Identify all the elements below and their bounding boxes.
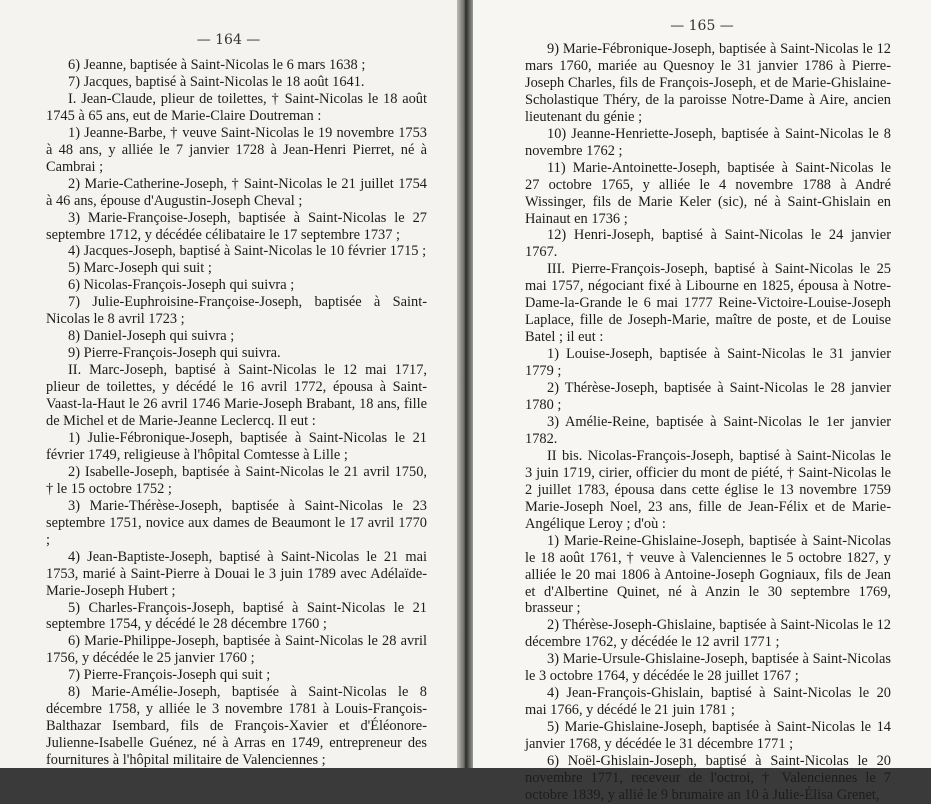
paragraph: 2) Marie-Catherine-Joseph, † Saint-Nicolas le 21 juillet 1754 à 46 ans, épouse d'Augustin-Joseph Cheval ; [46, 175, 427, 209]
paragraph: 8) Daniel-Joseph qui suivra ; [68, 328, 235, 345]
paragraph: 2) Thérèse-Joseph-Ghislaine, baptisée à Saint-Nicolas le 12 décembre 1762, y décédée le 12 avril 1771 ; [525, 617, 891, 651]
paragraph: III. Pierre-François-Joseph, baptisé à Saint-Nicolas le 25 mai 1757, négociant fixé à Libourne en 1825, épousa à Notre-Dame-la-Grande le 6 mai 1777 Reine-Victoire-Louise-Joseph Laplace, fille de Joseph-Marie, maître de poste, et de Louise Batel ; il eut : [525, 261, 891, 346]
paragraph: II bis. Nicolas-François-Joseph, baptisé à Saint-Nicolas le 3 juin 1719, cirier, officier du mont de piété, † Saint-Nicolas le 2 juillet 1783, épousa dans cette église le 13 novembre 1759 Marie-Joseph Noel, 23 ans, fille de Jean-Félix et de Marie-Angélique Leroy ; d'où : [525, 447, 891, 532]
book-gutter [457, 0, 473, 768]
paragraph: 5) Marie-Ghislaine-Joseph, baptisée à Saint-Nicolas le 14 janvier 1768, y décédée le 31 décembre 1771 ; [525, 719, 891, 753]
paragraph: 12) Henri-Joseph, baptisé à Saint-Nicolas le 24 janvier 1767. [525, 227, 891, 261]
page-number: — 164 — [196, 32, 261, 48]
paragraph: 7) Jacques, baptisé à Saint-Nicolas le 18 août 1641. [68, 73, 365, 90]
paragraph: 3) Marie-Françoise-Joseph, baptisée à Saint-Nicolas le 27 septembre 1712, y décédée célibataire le 17 septembre 1737 ; [46, 209, 427, 243]
paragraph: 5) Charles-François-Joseph, baptisé à Saint-Nicolas le 21 septembre 1754, y décédé le 28 décembre 1760 ; [46, 599, 427, 633]
paragraph: 4) Jean-Baptiste-Joseph, baptisé à Saint-Nicolas le 21 mai 1753, marié à Saint-Pierre à Douai le 3 juin 1789 avec Adélaïde-Marie-Joseph Hubert ; [46, 548, 427, 599]
paragraph: 2) Isabelle-Joseph, baptisée à Saint-Nicolas le 21 avril 1750, † le 15 octobre 1752 ; [46, 463, 427, 497]
right-book-page [473, 0, 931, 803]
paragraph: 6) Nicolas-François-Joseph qui suivra ; [68, 277, 295, 294]
paragraph: 9) Marie-Fébronique-Joseph, baptisée à Saint-Nicolas le 12 mars 1760, mariée au Quesnoy le 31 janvier 1786 à Pierre-Joseph Charles, fils de François-Joseph, et de Marie-Ghislaine-Scholastique Théry, de la paroisse Notre-Dame à Aire, ancien lieutenant du génie ; [525, 41, 891, 125]
paragraph: II. Marc-Joseph, baptisé à Saint-Nicolas le 12 mai 1717, plieur de toilettes, y décédé le 16 avril 1772, épousa à Saint-Vaast-la-Haut le 26 avril 1746 Marie-Joseph Brabant, 18 ans, fille de Michel et de Marie-Jeanne Leclercq. Il eut : [46, 362, 427, 430]
paragraph: 7) Pierre-François-Joseph qui suit ; [68, 667, 271, 684]
paragraph: 4) Jean-François-Ghislain, baptisé à Saint-Nicolas le 20 mai 1766, y décédé le 21 juin 1781 ; [525, 685, 891, 719]
page-body-text [46, 57, 427, 769]
paragraph: 9) Pierre-François-Joseph qui suivra. [68, 345, 281, 362]
paragraph: 6) Marie-Philippe-Joseph, baptisée à Saint-Nicolas le 28 avril 1756, y décédée le 25 janvier 1760 ; [46, 633, 427, 667]
paragraph: 6) Jeanne, baptisée à Saint-Nicolas le 6 mars 1638 ; [68, 57, 366, 73]
paragraph: 3) Marie-Ursule-Ghislaine-Joseph, baptisée à Saint-Nicolas le 3 octobre 1764, y décédée le 28 juillet 1767 ; [525, 651, 891, 685]
paragraph: 3) Marie-Thérèse-Joseph, baptisée à Saint-Nicolas le 23 septembre 1751, novice aux dames de Beaumont le 17 avril 1770 ; [46, 497, 427, 548]
paragraph: 1) Julie-Fébronique-Joseph, baptisée à Saint-Nicolas le 21 février 1749, religieuse à l'hôpital Comtesse à Lille ; [46, 429, 427, 463]
paragraph: 1) Marie-Reine-Ghislaine-Joseph, baptisée à Saint-Nicolas le 18 août 1761, † veuve à Valenciennes le 5 octobre 1827, y alliée le 20 mai 1806 à Antoine-Joseph Gogniaux, fils de Jean et d'Albertine Quinet, né à Anzin le 30 septembre 1769, brasseur ; [525, 532, 891, 617]
paragraph: 7) Julie-Euphroisine-Françoise-Joseph, baptisée à Saint-Nicolas le 8 avril 1723 ; [46, 294, 427, 328]
paragraph: 4) Jacques-Joseph, baptisé à Saint-Nicolas le 10 février 1715 ; [68, 243, 427, 260]
paragraph: 1) Jeanne-Barbe, † veuve Saint-Nicolas le 19 novembre 1753 à 48 ans, y alliée le 7 janvier 1728 à Jean-Henri Pierret, né à Cambrai ; [46, 124, 427, 175]
paragraph: 6) Noël-Ghislain-Joseph, baptisé à Saint-Nicolas le 20 novembre 1771, receveur de l'octroi, † Valenciennes le 7 octobre 1839, y allié le 9 brumaire an 10 à Julie-Élisa Grenet, [525, 753, 891, 803]
paragraph: 11) Marie-Antoinette-Joseph, baptisée à Saint-Nicolas le 27 octobre 1765, y alliée le 4 novembre 1788 à André Wissinger, fils de Marie Keler (sic), né à Saint-Ghislain en Hainaut en 1736 ; [525, 159, 891, 227]
paragraph: 5) Marc-Joseph qui suit ; [68, 260, 212, 277]
paragraph: 3) Amélie-Reine, baptisée à Saint-Nicolas le 1er janvier 1782. [525, 413, 891, 447]
paragraph: 10) Jeanne-Henriette-Joseph, baptisée à Saint-Nicolas le 8 novembre 1762 ; [525, 125, 891, 159]
paragraph: 1) Louise-Joseph, baptisée à Saint-Nicolas le 31 janvier 1779 ; [525, 346, 891, 380]
left-book-page [0, 0, 457, 768]
paragraph: 2) Thérèse-Joseph, baptisée à Saint-Nicolas le 28 janvier 1780 ; [525, 380, 891, 414]
paragraph: I. Jean-Claude, plieur de toilettes, † Saint-Nicolas le 18 août 1745 à 65 ans, eut de Marie-Claire Doutreman : [46, 90, 427, 124]
paragraph: 8) Marie-Amélie-Joseph, baptisée à Saint-Nicolas le 8 décembre 1758, y alliée le 3 novembre 1781 à Louis-François-Balthazar Isembard, fils de François-Xavier et d'Éléonore-Julienne-Isabelle Guénez, né à Arras en 1749, entrepreneur des fournitures à l'hôpital militaire de Valenciennes ; [46, 684, 427, 769]
page-number: — 165 — [670, 18, 734, 34]
page-body-text [525, 41, 891, 804]
